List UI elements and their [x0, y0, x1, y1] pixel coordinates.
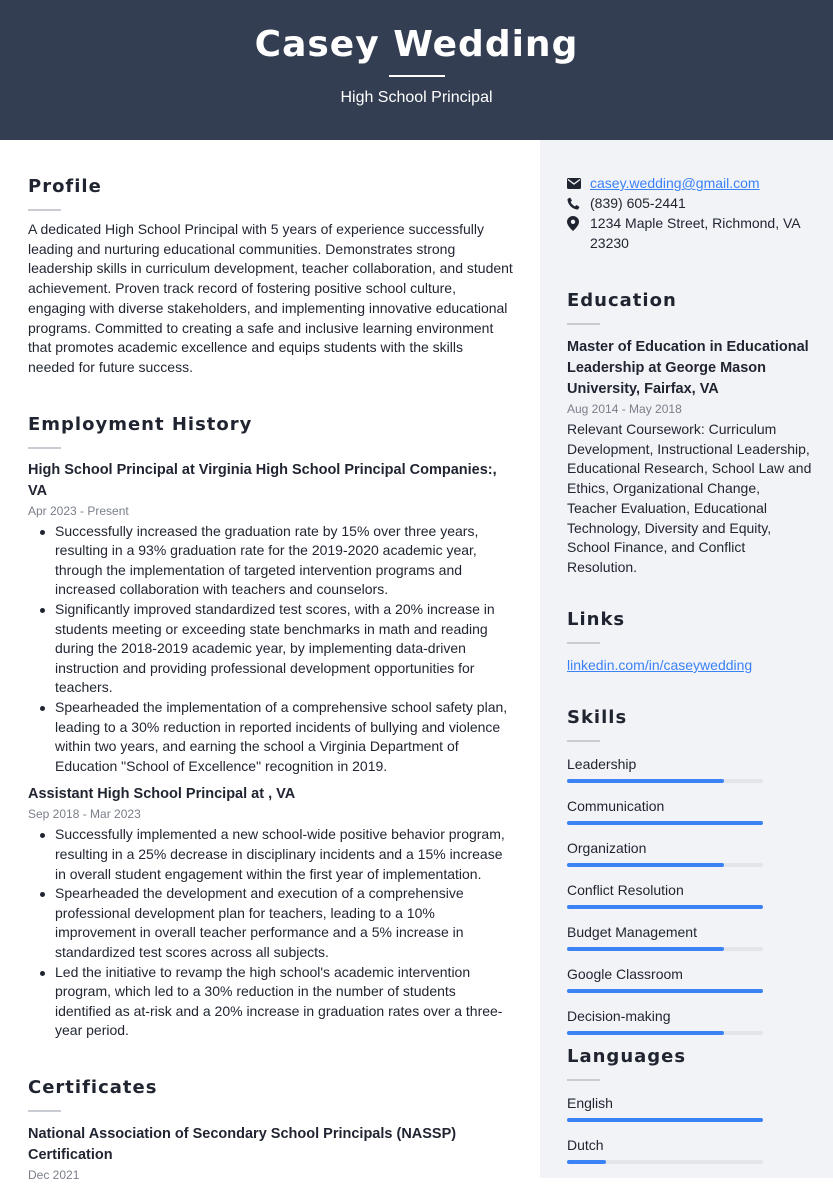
- job-entry: [28, 784, 513, 1041]
- section-divider: [567, 740, 600, 742]
- language-name: English: [567, 1095, 613, 1111]
- skill-name: Decision-making: [567, 1008, 671, 1024]
- contact-phone: [567, 193, 817, 213]
- main-column: [28, 140, 513, 1186]
- section-title-certificates: Certificates: [28, 1076, 158, 1098]
- language-level-bar: [567, 1160, 763, 1164]
- skill-item: [567, 796, 812, 825]
- languages-section: [567, 1046, 812, 1177]
- skill-name: Leadership: [567, 756, 637, 772]
- section-title-links: Links: [567, 609, 626, 630]
- section-divider: [28, 1110, 61, 1112]
- section-title-education: Education: [567, 290, 677, 311]
- list-item: Successfully implemented a new school-wide positive behavior program, resulting in a 25% decrease in disciplinary incidents and a 15% increase in overall student engagement within the first year of implementation.: [28, 825, 513, 884]
- linkedin-link[interactable]: linkedin.com/in/caseywedding: [567, 657, 753, 673]
- profile-summary: A dedicated High School Principal with 5 years of experience successfully leading and nurturing educational communities. Demonstrates strong leadership skills in curriculum development, teacher collaboration, and student achievement. Proven track record of fostering positive school culture, engaging with diverse stakeholders, and implementing innovative educational programs. Committed to creating a safe and inclusive learning environment that promotes academic excellence and equips students with the skills needed for future success.: [28, 221, 513, 375]
- language-level-fill: [567, 1118, 763, 1122]
- list-item: Led the initiative to revamp the high school's academic intervention program, which led to a 30% reduction in the number of students identified as at-risk and a 20% increase in graduation rates over a three-year period.: [28, 963, 513, 1041]
- job-entry: [28, 460, 513, 777]
- certificate-title: National Association of Secondary School Principals (NASSP) Certification: [28, 1125, 457, 1163]
- skill-name: Organization: [567, 840, 647, 856]
- email-link[interactable]: casey.wedding@gmail.com: [590, 175, 760, 191]
- section-divider: [567, 323, 600, 325]
- contact-address: [567, 213, 817, 253]
- skill-level-bar: [567, 779, 763, 783]
- education-degree: Master of Education in Educational Leadership at George Mason University, Fairfax, VA: [567, 339, 809, 397]
- skill-name: Budget Management: [567, 924, 697, 940]
- section-divider: [28, 209, 61, 211]
- job-date: Sep 2018 - Mar 2023: [28, 807, 141, 822]
- skill-level-bar: [567, 989, 763, 993]
- map-pin-icon: [567, 213, 590, 233]
- skill-item: [567, 754, 812, 783]
- education-section: [567, 290, 812, 578]
- education-coursework: Relevant Coursework: Curriculum Development, Instructional Leadership, Educational Research, School Law and Ethics, Organizational Change, Teacher Evaluation, Educational Technology, Diversity and Equity, School Finance, and Conflict Resolution.: [567, 421, 812, 575]
- list-item: Spearheaded the implementation of a comprehensive school safety plan, leading to a 30% reduction in reported incidents of bullying and violence within two years, and earning the school a Virginia Department of Education "School of Excellence" recognition in 2019.: [28, 698, 513, 776]
- skill-level-bar: [567, 1031, 763, 1035]
- skill-level-fill: [567, 989, 763, 993]
- skill-level-bar: [567, 905, 763, 909]
- skill-name: Conflict Resolution: [567, 882, 684, 898]
- section-title-languages: Languages: [567, 1046, 687, 1067]
- skill-level-fill: [567, 863, 724, 867]
- skill-item: [567, 838, 812, 867]
- language-name: Dutch: [567, 1137, 604, 1153]
- resume-header: [0, 0, 833, 140]
- section-divider: [567, 1079, 600, 1081]
- skill-level-fill: [567, 947, 724, 951]
- phone-number: (839) 605-2441: [590, 195, 686, 211]
- list-item: Significantly improved standardized test scores, with a 20% increase in students meeting or exceeding state benchmarks in math and reading during the 2018-2019 academic year, by implementing data-driven instruction and providing professional development opportunities for teachers.: [28, 600, 513, 698]
- skill-name: Google Classroom: [567, 966, 683, 982]
- phone-icon: [567, 193, 590, 213]
- skill-level-fill: [567, 779, 724, 783]
- job-title: Assistant High School Principal at , VA: [28, 786, 296, 803]
- skill-item: [567, 922, 812, 951]
- languages-list: [567, 1093, 812, 1164]
- contact-block: [567, 173, 817, 253]
- skill-level-fill: [567, 821, 763, 825]
- job-date: Apr 2023 - Present: [28, 503, 129, 518]
- skill-level-fill: [567, 1031, 724, 1035]
- skill-name: Communication: [567, 798, 665, 814]
- contact-email: [567, 173, 817, 193]
- skill-level-bar: [567, 947, 763, 951]
- certificate-date: Dec 2021: [28, 1167, 80, 1182]
- skill-item: [567, 964, 812, 993]
- language-item: [567, 1135, 812, 1164]
- skills-section: [567, 707, 812, 1048]
- language-item: [567, 1093, 812, 1122]
- skills-list: [567, 754, 812, 1035]
- skill-level-bar: [567, 821, 763, 825]
- list-item: Spearheaded the development and execution of a comprehensive professional development plan for teachers, leading to a 10% improvement in overall teacher performance and a 5% increase in standardized test scores across all subjects.: [28, 884, 513, 962]
- job-title: High School Principal at Virginia High School Principal Companies:, VA: [28, 461, 497, 499]
- skill-item: [567, 880, 812, 909]
- section-title-skills: Skills: [567, 707, 628, 728]
- skill-item: [567, 1006, 812, 1035]
- address-text: 1234 Maple Street, Richmond, VA 23230: [590, 215, 800, 251]
- section-title-profile: Profile: [28, 176, 102, 197]
- candidate-name: Casey Wedding: [254, 24, 579, 65]
- profile-section: [28, 176, 513, 378]
- language-level-fill: [567, 1160, 606, 1164]
- envelope-icon: [567, 173, 590, 193]
- skill-level-bar: [567, 863, 763, 867]
- job-bullets: [28, 522, 513, 777]
- employment-section: [28, 414, 513, 1041]
- section-divider: [28, 447, 61, 449]
- job-title-subtitle: High School Principal: [340, 89, 493, 106]
- skill-level-fill: [567, 905, 763, 909]
- section-divider: [567, 642, 600, 644]
- education-date: Aug 2014 - May 2018: [567, 402, 682, 416]
- links-section: [567, 609, 812, 676]
- list-item: Successfully increased the graduation rate by 15% over three years, resulting in a 93% graduation rate for the 2019-2020 academic year, through the implementation of targeted intervention programs and increased collaboration with teachers and counselors.: [28, 522, 513, 600]
- language-level-bar: [567, 1118, 763, 1122]
- header-divider: [389, 75, 445, 77]
- certificates-section: [28, 1077, 513, 1184]
- section-title-employment: Employment History: [28, 413, 253, 435]
- job-bullets: [28, 825, 513, 1041]
